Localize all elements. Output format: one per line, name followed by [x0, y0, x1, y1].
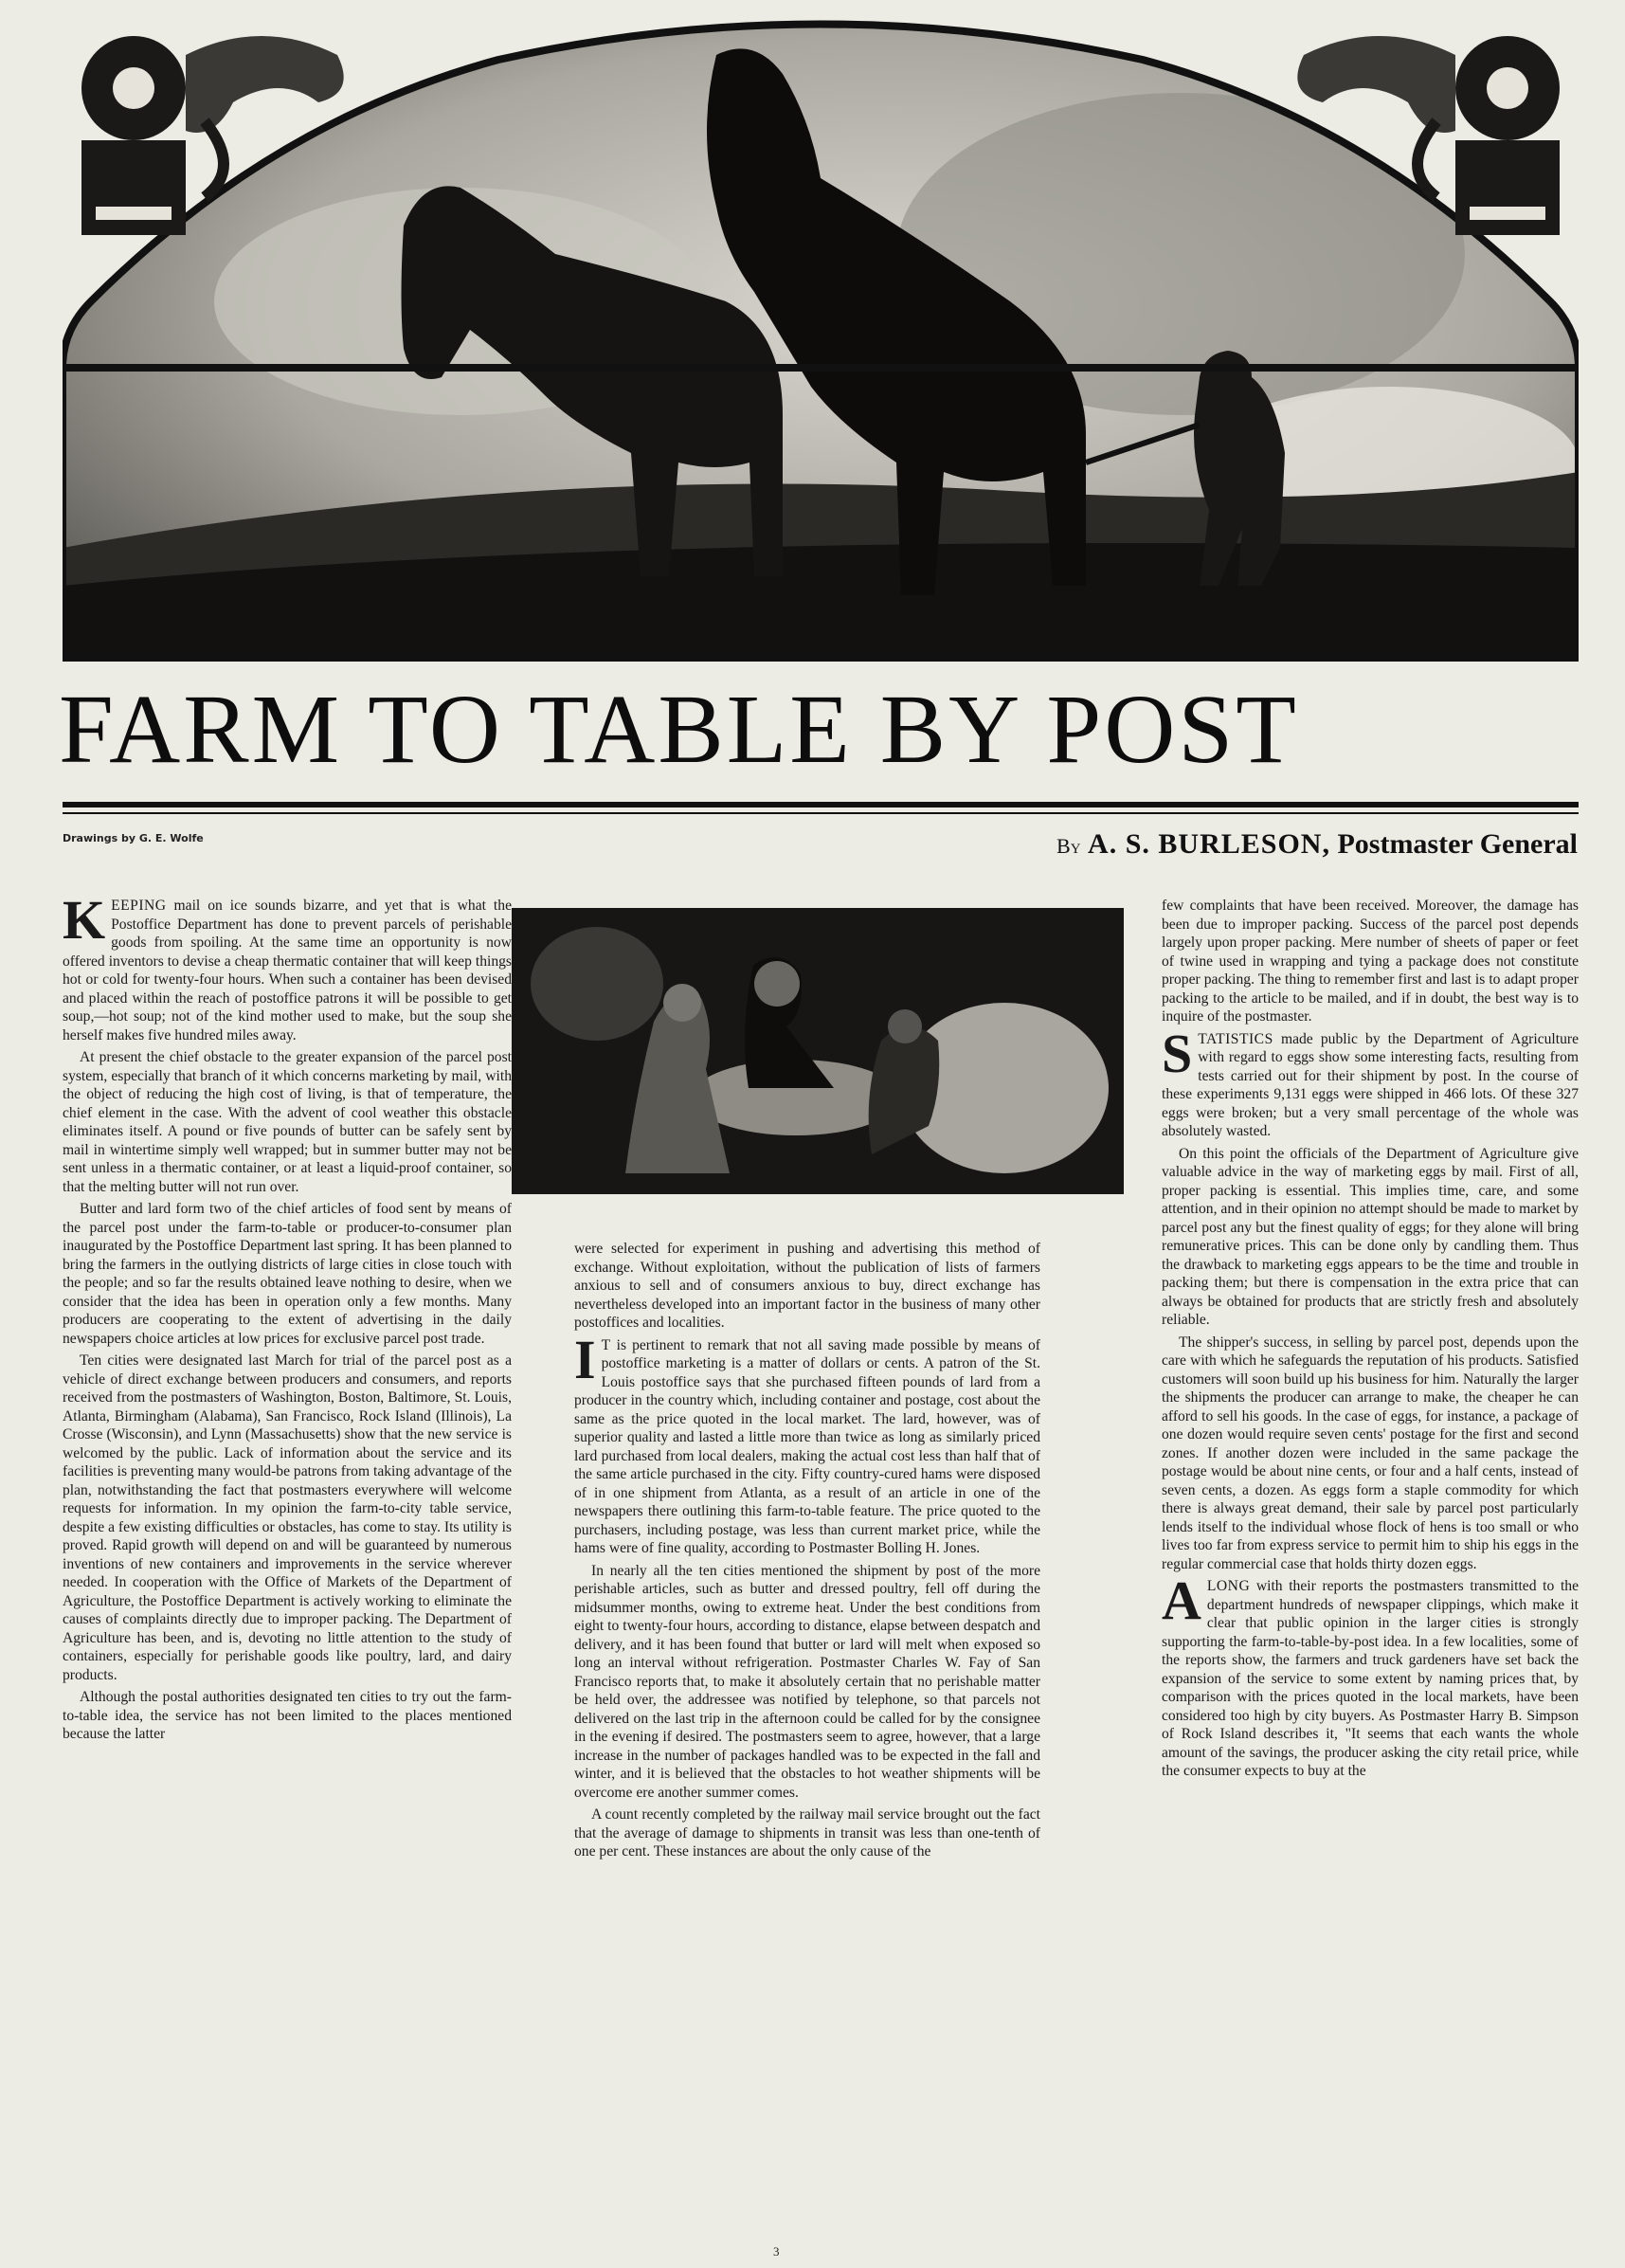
lead-in: EEPING — [111, 898, 167, 914]
paragraph-text: is pertinent to remark that not all saving made possible by means of postoffice marketing is a matter of dollars or cents. A patron of the St. Louis postoffice says that she purchased fifteen pounds of lard from a producer in the country which, including container and postage, cost about the same as the price quoted in the local market. The lard, however, was of superior quality and lasted a little more than twice as long as similarly priced lard purchased from local dealers, making the actual cost less than half that of the same article purchased in the city. Fifty country-cured hams were disposed of in one shipment from Atlanta, as a result of an article in one of the newspapers there outlining this farm-to-table feature. The price quoted to the purchasers, including postage, was less than current market price, while the hams were of fine quality, according to Postmaster Bolling H. Jones. — [574, 1336, 1040, 1556]
paragraph-text: The shipper's success, in selling by parcel post, depends upon the care with which he safeguards the reputation of his products. Satisfied customers will soon build up his business for him. Naturally the larger the shipments the producer can arrange to make, the cheaper he can afford to sell his goods. In the case of eggs, for instance, a package of one dozen would require seven cents' postage for the first and second zones. If another dozen were included in the same package the postage would be about nine cents, or four and a half cents, instead of seven cents, a dozen. As eggs form a staple commodity for which there is always great demand, their sale by parcel post particularly lends itself to the individual whose flock of hens is too small or who lives too far from express service to permit him to ship his eggs in the regular commercial case that holds thirty dozen eggs. — [1162, 1334, 1579, 1572]
paragraph-text: Butter and lard form two of the chief articles of food sent by means of the parcel post under the farm-to-table or producer-to-consumer plan inaugurated by the Postoffice Department last spring. It has been planned to bring the farmers in the outlying districts of large cities in close touch with the people; and so far the results obtained leave nothing to desire, when we consider that the idea has been in operation only a few months. Many producers are cooperating to the extent of advertising in the daily newspapers choice articles at low prices for exclusive parcel post trade. — [63, 1201, 512, 1347]
paragraph — [574, 1805, 1040, 1861]
paragraph — [1162, 1022, 1579, 1141]
paragraph — [574, 1562, 1040, 1803]
paragraph — [1162, 1569, 1579, 1781]
paragraph — [574, 1240, 1040, 1333]
article-column-3 — [1162, 897, 1579, 2239]
paragraph — [63, 897, 512, 1044]
illustration-credit: Drawings by G. E. Wolfe — [63, 832, 204, 844]
paragraph — [1162, 897, 1579, 1026]
page-number: 3 — [773, 2244, 780, 2259]
header-illustration — [63, 17, 1579, 662]
byline-role: Postmaster General — [1337, 828, 1578, 860]
paragraph-text: At present the chief obstacle to the greater expansion of the parcel post system, especially that branch of it which concerns marketing by mail, with the object of reducing the high cost of living, is that of temperature, the chief element in the case. With the advent of cool weather this obstacle eliminates itself. A pound or five pounds of butter can be safely sent by mail in wintertime simply well wrapped; but in summer butter may not be sent unless in a thermatic container, or at least a liquid-proof container, so that the melting butter will not run over. — [63, 1049, 512, 1195]
paragraph — [1162, 1334, 1579, 1574]
paragraph-text: A count recently completed by the railway mail service brought out the fact that the average of damage to shipments in transit was less than one-tenth of one per cent. These instances are about the only cause of the — [574, 1806, 1040, 1860]
paragraph-text: with their reports the postmasters transmitted to the department hundreds of newspaper clippings, which make it clear that public opinion in the larger cities is strongly supporting the farm-to-table-by-post idea. In a few localities, some of the reports show, the farmers and truck gardeners have set back the expansion of the service to some extent by naming prices that, by comparison with the prices quoted in the local markets, have been considered too high by city buyers. As Postmaster Harry B. Simpson of Rock Island describes it, "It seems that each wants the whole amount of the savings, the producer asking the city retail price, while the consumer expects to buy at the — [1162, 1578, 1579, 1779]
paragraph — [63, 1688, 512, 1744]
drop-cap: K — [63, 897, 106, 951]
article-title: FARM TO TABLE BY POST — [59, 675, 1299, 784]
drop-cap: I — [574, 1328, 596, 1390]
title-rule-thin — [63, 812, 1579, 814]
inset-illustration — [512, 908, 1124, 1194]
paragraph — [63, 1048, 512, 1196]
paragraph-text: were selected for experiment in pushing and advertising this method of exchange. Without exploitation, without the publication of lists of farmers anxious to sell and of consumers anxious to buy, direct exchange has nevertheless developed into an important factor in the business of many other postoffices and localities. — [574, 1241, 1040, 1331]
paragraph — [63, 1352, 512, 1684]
paragraph-text: Although the postal authorities designated ten cities to try out the farm-to-table idea, the service has not been limited to the places mentioned because the latter — [63, 1689, 512, 1742]
paragraph-text: made public by the Department of Agriculture with regard to eggs show some interesting facts, resulting from tests carried out for their shipment by post. In the course of these experiments 9,131 eggs were shipped in 466 lots. Of these 327 eggs were broken; but a very small percentage of the whole was absolutely wasted. — [1162, 1030, 1579, 1139]
paragraph-text: Ten cities were designated last March for trial of the parcel post as a vehicle of direct exchange between producers and consumers, and reports received from the postmasters of Washington, Boston, Baltimore, St. Louis, Atlanta, Birmingham (Alabama), San Francisco, Rock Island (Illinois), La Crosse (Wisconsin), and Lynn (Massachusetts) show that the new service is welcomed by the public. Lack of information about the service and its facilities is preventing many would-be patrons from taking advantage of the plan, notwithstanding the fact that postmasters everywhere will welcome requests for information. In my opinion the farm-to-city table service, despite a few existing difficulties or obstacles, has come to stay. Its utility is proved. Rapid growth will depend on and will be guaranteed by numerous inventions of new containers and improvements in the service wherever needed. In cooperation with the Office of Markets of the Department of Agriculture, the Postoffice Department is actively working to eliminate the causes of complaints directly due to improper packing. The Department of Agriculture has been, and is, devoting no little attention to the study of containers, especially for perishable goods like poultry, lard, and dairy products. — [63, 1352, 512, 1683]
drop-cap: A — [1162, 1569, 1201, 1631]
drop-cap: S — [1162, 1022, 1193, 1084]
paragraph-text: few complaints that have been received. Moreover, the damage has been due to improper packing. Success of the parcel post depends largely upon proper packing. Mere number of sheets of paper or feet of twine used in wrapping and tying a package does not constitute proper packing. The thing to remember first and last is to adapt proper packing to the article to be mailed, and if in doubt, the best way is to inquire of the postmaster. — [1162, 898, 1579, 1025]
paragraph — [63, 1200, 512, 1348]
paragraph-text: In nearly all the ten cities mentioned the shipment by post of the more perishable articles, such as butter and dressed poultry, fell off during the midsummer months, owing to extreme heat. Under the best conditions from eight to twenty-four hours, according to distance, elapse between despatch and delivery, and it has been found that butter or lard will melt when exposed so long an interval without refrigeration. Postmaster Charles W. Fay of San Francisco reports that, to make it absolutely certain that no perishable matter be held over, the addressee was notified by telephone, so that parcels not delivered on the last trip in the afternoon could be called for by the consignee in the evening if desired. The postmasters seem to agree, however, that a large increase in the number of packages handled was to be expected in the fall and winter, and it is believed that the obstacles to hot weather shipments will be overcome ere another summer comes. — [574, 1562, 1040, 1801]
lead-in: T — [601, 1336, 611, 1353]
byline-prefix: By — [1056, 834, 1081, 858]
paragraph-text: On this point the officials of the Department of Agriculture give valuable advice in the way of marketing eggs by mail. First of all, proper packing is essential. This implies time, care, and some attention, and in their opinion no attempt should be made to market by parcel post any but the finest quality of eggs; for they alone will bring remunerative prices. This can be done only by candling them. Thus the drawback to marketing eggs appears to be the time and trouble in packing them; but there is compensation in the extra price that can always be obtained for products that are strictly fresh and absolutely reliable. — [1162, 1145, 1579, 1328]
paragraph-text: mail on ice sounds bizarre, and yet that is what the Postoffice Department has done to prevent parcels of perishable goods from spoiling. At the same time an opportunity is now offered inventors to devise a cheap thermatic container that will keep things hot or cold for twenty-four hours. When such a container has been devised and placed within the reach of postoffice patrons it will be possible to get soup,—hot soup; not of the kind mother used to make, but the soup she herself makes five hundred miles away. — [63, 898, 512, 1043]
byline — [1056, 828, 1578, 861]
article-column-1 — [63, 897, 512, 2238]
lead-in: TATISTICS — [1198, 1030, 1273, 1047]
byline-author: A. S. BURLESON, — [1088, 828, 1330, 860]
article-column-2 — [574, 1240, 1040, 2239]
paragraph — [574, 1328, 1040, 1558]
title-rule-thick — [63, 802, 1579, 807]
lead-in: LONG — [1206, 1578, 1251, 1594]
paragraph — [1162, 1145, 1579, 1330]
